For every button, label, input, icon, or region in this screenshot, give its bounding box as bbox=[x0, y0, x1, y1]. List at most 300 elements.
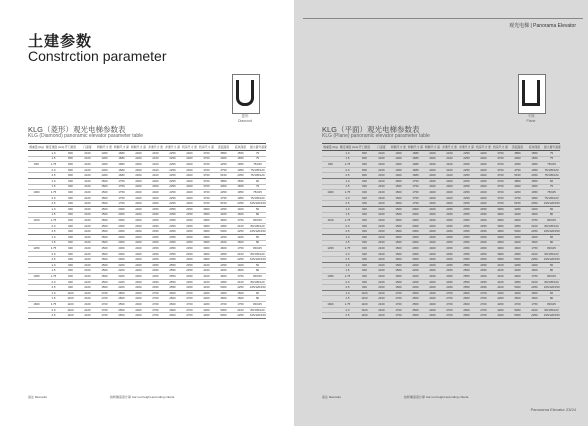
table-cell: 1500 bbox=[526, 290, 543, 296]
table-cell: 1750 bbox=[232, 218, 249, 224]
table-cell: 2600 bbox=[164, 307, 181, 313]
table-cell: 1.0 bbox=[339, 290, 356, 296]
table-header-cell: 底坑深度 bbox=[232, 144, 249, 151]
table-cell: 900 bbox=[62, 279, 79, 285]
table-cell: 1750 bbox=[526, 302, 543, 308]
table-cell: 1750 bbox=[113, 178, 130, 184]
table-cell: 2400 bbox=[424, 184, 441, 190]
table-cell: 900 bbox=[356, 201, 373, 207]
table-cell: 1500 bbox=[96, 268, 113, 274]
table-cell: 2350 bbox=[164, 246, 181, 252]
table-cell: 1680 bbox=[407, 162, 424, 168]
table-cell: 1750 bbox=[407, 184, 424, 190]
table-cell: 2500 bbox=[113, 307, 130, 313]
table-cell: 2250 bbox=[526, 257, 543, 263]
table-cell: 4250 bbox=[215, 162, 232, 168]
table-cell: 1680 bbox=[113, 173, 130, 179]
table-cell: 900 bbox=[62, 234, 79, 240]
table-cell: 5300 bbox=[215, 285, 232, 291]
table-cell: 4250 bbox=[509, 162, 526, 168]
table-cell: 3700 bbox=[198, 195, 215, 201]
table-cell: 2.5 bbox=[45, 257, 62, 263]
table-header-cell: 额定速度 (m/s) bbox=[340, 144, 359, 149]
table-cell: 900 bbox=[62, 268, 79, 274]
table-cell: 800 bbox=[356, 151, 373, 157]
table-cell: 2100 bbox=[79, 296, 96, 302]
table-cell: 105/120/150 bbox=[544, 229, 560, 234]
table-cell: 2400 bbox=[130, 190, 147, 196]
table-cell: 2100 bbox=[526, 279, 543, 285]
table-cell: 4400 bbox=[215, 212, 232, 218]
table-cell: 3700 bbox=[492, 173, 509, 179]
table-cell: 1100 bbox=[62, 313, 79, 319]
table-cell: 2400 bbox=[130, 268, 147, 274]
table-cell: 1750 bbox=[232, 246, 249, 252]
table-cell: 2100 bbox=[147, 167, 164, 173]
table-cell: 2100 bbox=[373, 167, 390, 173]
table-cell: 1.75 bbox=[339, 190, 356, 196]
table-cell: 2450 bbox=[441, 285, 458, 291]
table-cell: 1100 bbox=[356, 296, 373, 302]
table-cell: 4750 bbox=[215, 195, 232, 201]
table-cell: 2400 bbox=[130, 307, 147, 313]
table-cell: 80/105/120 bbox=[250, 251, 265, 256]
table-cell: 2350 bbox=[164, 240, 181, 246]
table-cell: 800 bbox=[62, 162, 79, 168]
table-cell: 4100 bbox=[198, 285, 215, 291]
table-cell: 2450 bbox=[181, 279, 198, 285]
table-cell: 1250 bbox=[322, 246, 339, 252]
table-cell: 2400 bbox=[147, 201, 164, 207]
table-cell: 2400 bbox=[130, 184, 147, 190]
table-cell: 1700 bbox=[96, 313, 113, 319]
table-header-cell: 开门宽度 bbox=[356, 144, 373, 151]
table-cell: 1500 bbox=[96, 206, 113, 212]
table-cell: 900 bbox=[62, 251, 79, 257]
table-cell: 900 bbox=[62, 285, 79, 291]
table-cell: 2400 bbox=[147, 184, 164, 190]
table-cell: 2100 bbox=[373, 151, 390, 157]
table-cell: 2350 bbox=[232, 173, 249, 179]
table-cell: 4200 bbox=[492, 302, 509, 308]
table-header-cell: 井道尺寸 深 bbox=[165, 144, 180, 149]
table-cell: 2100 bbox=[79, 279, 96, 285]
table-cell: 2100 bbox=[373, 218, 390, 224]
table-cell: 75/105 bbox=[543, 190, 560, 196]
table-cell: 900 bbox=[356, 195, 373, 201]
page-title-cn: 土建参数 bbox=[28, 33, 93, 50]
table-cell: 3700 bbox=[492, 190, 509, 196]
table-cell: 2100 bbox=[441, 173, 458, 179]
table-cell: 2550 bbox=[458, 274, 475, 280]
table-cell: 2600 bbox=[458, 307, 475, 313]
table-cell: 2700 bbox=[441, 313, 458, 319]
table-header-cell: 开门宽度 bbox=[62, 144, 79, 151]
table-cell: 1500 bbox=[96, 285, 113, 291]
table-cell: 2.0 bbox=[45, 195, 62, 201]
table-cell: 2400 bbox=[424, 162, 441, 168]
table-cell: 80/105/120 bbox=[544, 307, 559, 312]
table-cell: 1400 bbox=[232, 262, 249, 268]
table-cell: 2400 bbox=[424, 151, 441, 157]
table-cell: 900 bbox=[62, 274, 79, 280]
table-cell: 1.75 bbox=[339, 162, 356, 168]
table-cell: 1550 bbox=[232, 178, 249, 184]
table-cell: 80/105 bbox=[249, 246, 266, 252]
table-cell: 2.5 bbox=[339, 257, 356, 263]
table-cell: 80 bbox=[543, 240, 560, 246]
table-cell: 4200 bbox=[492, 307, 509, 313]
table-cell: 2400 bbox=[181, 190, 198, 196]
table-cell: 2400 bbox=[475, 151, 492, 157]
table-cell: 2100 bbox=[79, 212, 96, 218]
table-cell: 1700 bbox=[390, 290, 407, 296]
table-cell: 4600 bbox=[215, 246, 232, 252]
table-cell: 2350 bbox=[458, 251, 475, 257]
table-cell: 2450 bbox=[147, 274, 164, 280]
table-cell: 2.5 bbox=[339, 173, 356, 179]
table-cell: 4400 bbox=[509, 212, 526, 218]
diamond-car-shape-icon bbox=[236, 80, 254, 106]
table-cell: 1500 bbox=[96, 190, 113, 196]
table-cell: 2450 bbox=[441, 218, 458, 224]
table-cell: 2100 bbox=[373, 246, 390, 252]
table-cell: 2100 bbox=[79, 218, 96, 224]
table-cell: 2400 bbox=[130, 262, 147, 268]
table-cell: 2250 bbox=[526, 313, 543, 319]
table-cell: 1300 bbox=[390, 162, 407, 168]
table-cell: 60 bbox=[543, 178, 560, 184]
table-cell: 2100 bbox=[373, 274, 390, 280]
table-cell: 2450 bbox=[441, 279, 458, 285]
table-cell: 4100 bbox=[198, 274, 215, 280]
table-cell: 2200 bbox=[113, 279, 130, 285]
table-cell bbox=[28, 313, 45, 319]
table-cell: 4200 bbox=[492, 296, 509, 302]
table-cell: 2100 bbox=[79, 178, 96, 184]
table-cell: 2700 bbox=[475, 296, 492, 302]
table-cell: 3900 bbox=[492, 212, 509, 218]
table-cell: 4000 bbox=[215, 184, 232, 190]
table-cell: 2100 bbox=[79, 195, 96, 201]
table-cell: 800 bbox=[356, 156, 373, 162]
table-cell: 2450 bbox=[181, 206, 198, 212]
table-cell: 2.0 bbox=[339, 251, 356, 257]
table-cell: 3900 bbox=[198, 212, 215, 218]
table-cell: 4000 bbox=[215, 156, 232, 162]
table-cell: 2350 bbox=[458, 234, 475, 240]
table-cell: 2.5 bbox=[339, 313, 356, 319]
table-cell: 2400 bbox=[475, 156, 492, 162]
table-cell: 1500 bbox=[96, 257, 113, 263]
table-cell: 3700 bbox=[198, 156, 215, 162]
table-cell: 2450 bbox=[441, 229, 458, 235]
table-cell: 3700 bbox=[198, 201, 215, 207]
table-cell: 1700 bbox=[96, 290, 113, 296]
table-cell: 2100 bbox=[79, 206, 96, 212]
table-cell: 1500 bbox=[390, 212, 407, 218]
table-cell: 2250 bbox=[458, 167, 475, 173]
table-cell: 1.5 bbox=[45, 212, 62, 218]
table-cell: 1680 bbox=[113, 167, 130, 173]
table-cell: 2200 bbox=[407, 268, 424, 274]
table-cell: 2350 bbox=[164, 218, 181, 224]
table-row bbox=[28, 313, 266, 319]
table-cell: 4100 bbox=[492, 262, 509, 268]
table-cell: 2250 bbox=[164, 173, 181, 179]
table-cell: 1750 bbox=[113, 195, 130, 201]
table-cell: 2100 bbox=[441, 167, 458, 173]
table-cell: 2400 bbox=[424, 268, 441, 274]
table-cell: 2100 bbox=[79, 156, 96, 162]
table-cell: 3700 bbox=[492, 184, 509, 190]
table-cell: 2250 bbox=[458, 195, 475, 201]
table-cell: 2400 bbox=[130, 162, 147, 168]
table-cell: 1750 bbox=[407, 178, 424, 184]
table-cell: 4600 bbox=[215, 274, 232, 280]
table-cell: 2350 bbox=[458, 212, 475, 218]
table-cell: 2400 bbox=[475, 190, 492, 196]
plane-figure-caption: 平面 Plane bbox=[526, 114, 536, 123]
table-cell: 3900 bbox=[198, 218, 215, 224]
table-cell: 1750 bbox=[113, 201, 130, 207]
table-cell: 2400 bbox=[424, 290, 441, 296]
table-cell: 900 bbox=[356, 246, 373, 252]
table-cell: 4100 bbox=[198, 268, 215, 274]
table-cell: 2400 bbox=[424, 257, 441, 263]
table-cell: 80/105/120 bbox=[250, 223, 265, 228]
table-cell: 1500 bbox=[96, 223, 113, 229]
table-cell: 1300 bbox=[96, 162, 113, 168]
table-cell: 1.0 bbox=[45, 206, 62, 212]
table-cell: 2450 bbox=[475, 268, 492, 274]
table-cell: 3900 bbox=[492, 246, 509, 252]
table-cell: 2450 bbox=[441, 274, 458, 280]
table-cell: 800 bbox=[356, 173, 373, 179]
table-header-cell: 轿厢尺寸 深 bbox=[408, 144, 423, 149]
table-cell: 900 bbox=[356, 206, 373, 212]
table-cell: 4000 bbox=[509, 184, 526, 190]
table-cell: 2400 bbox=[130, 229, 147, 235]
table-cell: 2250 bbox=[526, 285, 543, 291]
table-header-cell: 轿厢尺寸 宽 bbox=[391, 144, 406, 149]
table-cell: 1.5 bbox=[45, 156, 62, 162]
table-cell: 1700 bbox=[390, 307, 407, 313]
table-cell: 4400 bbox=[509, 240, 526, 246]
table-cell: 2450 bbox=[181, 285, 198, 291]
table-cell: 3900 bbox=[492, 206, 509, 212]
table-cell: 2250 bbox=[232, 285, 249, 291]
table-cell: 1150 bbox=[28, 218, 45, 224]
table-cell: 2400 bbox=[441, 201, 458, 207]
diamond-figure-caption: 菱形 Diamond bbox=[237, 114, 252, 123]
table-cell: 2400 bbox=[424, 218, 441, 224]
table-cell: 1680 bbox=[407, 173, 424, 179]
table-cell: 75 bbox=[543, 184, 560, 190]
table-cell: 3700 bbox=[198, 178, 215, 184]
table-cell: 80/105 bbox=[249, 218, 266, 224]
table-title-en-left: KLG (Diamond) panoramic elevator parameter table bbox=[28, 133, 144, 139]
table-cell: 80/105 bbox=[543, 274, 560, 280]
table-cell: 2250 bbox=[164, 162, 181, 168]
table-cell: 2400 bbox=[424, 240, 441, 246]
table-cell: 900 bbox=[356, 285, 373, 291]
table-header-cell: 轿厢尺寸 宽 bbox=[97, 144, 112, 149]
table-cell: 1500 bbox=[390, 184, 407, 190]
table-cell: 3900 bbox=[492, 218, 509, 224]
table-cell: 2450 bbox=[147, 262, 164, 268]
table-cell: 2100 bbox=[232, 251, 249, 257]
table-cell: 2250 bbox=[164, 156, 181, 162]
table-cell: 2350 bbox=[458, 229, 475, 235]
table-cell: 2400 bbox=[130, 167, 147, 173]
table-cell: 80/105/120 bbox=[544, 223, 559, 228]
table-cell: 2.0 bbox=[45, 167, 62, 173]
header-rule bbox=[303, 18, 583, 19]
table-cell: 2450 bbox=[147, 212, 164, 218]
table-cell: 4250 bbox=[215, 190, 232, 196]
table-cell: 4600 bbox=[509, 274, 526, 280]
table-cell: 4950 bbox=[215, 279, 232, 285]
table-cell: 2400 bbox=[130, 302, 147, 308]
table-cell: 105/120/150 bbox=[544, 257, 560, 262]
table-cell: 5300 bbox=[215, 229, 232, 235]
table-cell: 2100 bbox=[373, 251, 390, 257]
table-cell: 1.0 bbox=[339, 206, 356, 212]
table-cell: 2500 bbox=[407, 290, 424, 296]
table-cell: 2450 bbox=[475, 279, 492, 285]
table-cell: 2000 bbox=[407, 246, 424, 252]
table-cell bbox=[322, 313, 339, 319]
table-cell: 2.0 bbox=[45, 279, 62, 285]
table-cell: 2100 bbox=[526, 223, 543, 229]
table-cell: 2400 bbox=[424, 251, 441, 257]
table-cell: 60 bbox=[249, 178, 266, 184]
table-cell: 2250 bbox=[458, 156, 475, 162]
table-cell: 1600 bbox=[28, 302, 45, 308]
table-cell: 1750 bbox=[407, 201, 424, 207]
table-cell: 1.75 bbox=[45, 190, 62, 196]
table-cell: 2250 bbox=[458, 184, 475, 190]
table-cell: 2100 bbox=[373, 223, 390, 229]
table-cell: 105/120/150 bbox=[544, 201, 560, 206]
table-cell: 1300 bbox=[96, 151, 113, 157]
table-cell: 1300 bbox=[96, 167, 113, 173]
table-cell: 900 bbox=[356, 223, 373, 229]
table-cell: 5300 bbox=[509, 285, 526, 291]
table-cell: 1600 bbox=[232, 212, 249, 218]
table-cell: 800 bbox=[62, 151, 79, 157]
table-cell: 2200 bbox=[113, 285, 130, 291]
table-cell: 3700 bbox=[198, 151, 215, 157]
remark-label-left: 备注 Remarks bbox=[28, 395, 47, 399]
table-cell: 2000 bbox=[113, 240, 130, 246]
table-cell: 3900 bbox=[198, 223, 215, 229]
table-cell: 80/105/120 bbox=[250, 307, 265, 312]
table-cell: 1100 bbox=[356, 290, 373, 296]
table-cell: 2450 bbox=[475, 285, 492, 291]
table-cell: 2100 bbox=[79, 302, 96, 308]
table-cell: 2700 bbox=[147, 290, 164, 296]
page-footer: Panorama Elevator 23/24 bbox=[530, 407, 576, 412]
table-cell: 4600 bbox=[215, 218, 232, 224]
table-cell: 2400 bbox=[130, 178, 147, 184]
table-cell: 1300 bbox=[96, 173, 113, 179]
table-cell: 50 bbox=[249, 234, 266, 240]
table-cell: 2350 bbox=[458, 223, 475, 229]
table-cell: 900 bbox=[62, 240, 79, 246]
table-cell: 1400 bbox=[526, 206, 543, 212]
table-header-cell: 井道尺寸 宽 bbox=[442, 144, 457, 149]
table-cell: 105/120/150 bbox=[250, 257, 266, 262]
table-cell: 2100 bbox=[373, 279, 390, 285]
table-cell: 1000 bbox=[28, 190, 45, 196]
table-cell: 2100 bbox=[441, 151, 458, 157]
table-cell: 2400 bbox=[424, 262, 441, 268]
table-cell: 2350 bbox=[458, 257, 475, 263]
table-cell: 1.75 bbox=[339, 246, 356, 252]
table-header-cell: 轿厢尺寸 高 bbox=[425, 144, 440, 149]
table-cell: 2450 bbox=[181, 262, 198, 268]
table-cell: 1500 bbox=[96, 240, 113, 246]
table-cell: 1100 bbox=[356, 313, 373, 319]
table-cell: 5300 bbox=[509, 229, 526, 235]
table-cell: 2450 bbox=[147, 246, 164, 252]
table-cell: 2400 bbox=[424, 173, 441, 179]
table-cell: 1500 bbox=[390, 240, 407, 246]
table-cell: 4250 bbox=[215, 234, 232, 240]
table-cell: 80/105 bbox=[543, 246, 560, 252]
table-cell: 2400 bbox=[130, 279, 147, 285]
table-cell: 2100 bbox=[373, 268, 390, 274]
table-header-cell: 顶层高度 bbox=[509, 144, 526, 151]
table-cell: 80/105 bbox=[543, 218, 560, 224]
table-cell: 3700 bbox=[492, 151, 509, 157]
table-cell: 3700 bbox=[492, 201, 509, 207]
table-cell: 2250 bbox=[164, 178, 181, 184]
table-cell: 1680 bbox=[113, 162, 130, 168]
table-cell: 1500 bbox=[390, 201, 407, 207]
table-cell: 80/105 bbox=[249, 302, 266, 308]
table-cell: 4500 bbox=[509, 296, 526, 302]
table-cell: 1300 bbox=[390, 173, 407, 179]
table-cell: 2100 bbox=[373, 212, 390, 218]
table-cell: 75 bbox=[543, 151, 560, 157]
table-cell: 1680 bbox=[407, 151, 424, 157]
table-header-cell: 门高度 bbox=[79, 144, 96, 151]
table-cell: 800 bbox=[62, 167, 79, 173]
table-cell: 900 bbox=[62, 190, 79, 196]
table-cell: 4250 bbox=[215, 206, 232, 212]
table-cell: 2100 bbox=[373, 201, 390, 207]
table-cell: 1680 bbox=[407, 167, 424, 173]
table-cell: 4400 bbox=[509, 268, 526, 274]
table-cell: 2200 bbox=[407, 274, 424, 280]
table-cell: 3900 bbox=[198, 257, 215, 263]
table-cell: 2400 bbox=[424, 296, 441, 302]
table-cell: 2250 bbox=[164, 201, 181, 207]
spec-table-right bbox=[322, 143, 560, 319]
table-cell: 1680 bbox=[113, 156, 130, 162]
table-cell: 2100 bbox=[526, 251, 543, 257]
table-cell: 2.0 bbox=[339, 195, 356, 201]
table-cell: 2450 bbox=[147, 251, 164, 257]
table-cell: 2.0 bbox=[339, 223, 356, 229]
table-cell: 75/105/120 bbox=[544, 195, 559, 200]
table-cell: 80 bbox=[249, 296, 266, 302]
table-cell: 2700 bbox=[441, 307, 458, 313]
table-cell: 3900 bbox=[198, 234, 215, 240]
